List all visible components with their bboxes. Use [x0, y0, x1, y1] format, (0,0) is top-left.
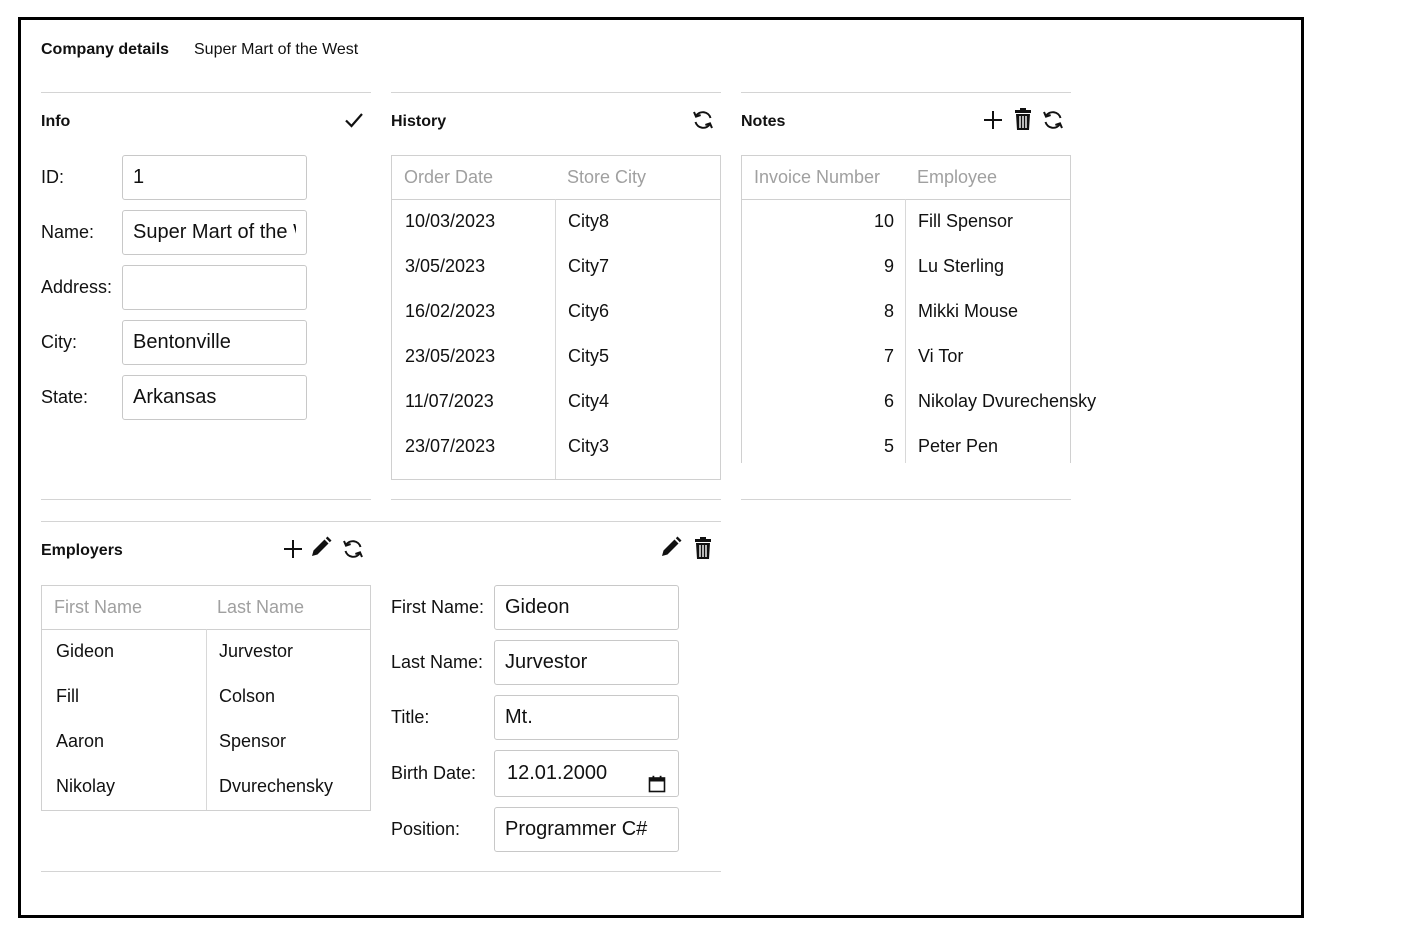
notes-employee: Nikolay Dvurechensky	[918, 391, 1097, 411]
pencil-icon[interactable]	[309, 535, 333, 559]
employer-last-name: Dvurechensky	[219, 776, 334, 796]
refresh-icon[interactable]	[1041, 108, 1065, 132]
first-name-label: First Name:	[391, 597, 485, 617]
name-input[interactable]	[122, 210, 307, 255]
employer-first-name: Fill	[56, 686, 79, 706]
position-input[interactable]	[494, 807, 679, 852]
address-label: Address:	[41, 277, 113, 297]
table-row[interactable]	[742, 244, 1070, 289]
history-top-rule	[391, 92, 721, 93]
notes-invoice-number: 9	[883, 256, 894, 276]
history-grid	[391, 155, 721, 480]
history-store-city: City8	[568, 211, 610, 231]
employers-top-rule	[41, 521, 721, 522]
pencil-icon[interactable]	[659, 535, 683, 559]
first-name-input[interactable]	[494, 585, 679, 630]
notes-grid-header	[742, 156, 1070, 200]
position-label: Position:	[391, 819, 461, 839]
history-bottom-rule	[391, 499, 721, 500]
notes-employee: Peter Pen	[918, 436, 999, 456]
table-row[interactable]	[392, 199, 720, 244]
trash-icon[interactable]	[1011, 107, 1035, 131]
table-row[interactable]	[392, 244, 720, 289]
notes-employee: Mikki Mouse	[918, 301, 1019, 321]
notes-invoice-number: 8	[883, 301, 894, 321]
table-row[interactable]	[392, 289, 720, 334]
history-col-store-city[interactable]: Store City	[567, 167, 647, 187]
history-store-city: City4	[568, 391, 610, 411]
employer-last-name: Spensor	[219, 731, 287, 751]
notes-employee: Fill Spensor	[918, 211, 1014, 231]
notes-invoice-number: 6	[883, 391, 894, 411]
employers-col-first-name[interactable]: First Name	[54, 597, 143, 617]
city-input[interactable]	[122, 320, 307, 365]
employer-last-name: Jurvestor	[219, 641, 294, 661]
notes-grid	[741, 155, 1097, 463]
table-row[interactable]	[742, 334, 1070, 379]
name-label: Name:	[41, 222, 95, 242]
title-label: Title:	[391, 707, 430, 727]
history-order-date: 3/05/2023	[405, 256, 486, 276]
state-label: State:	[41, 387, 89, 407]
info-title: Info	[41, 113, 71, 130]
notes-col-invoice-number[interactable]: Invoice Number	[754, 167, 881, 187]
employers-grid	[41, 585, 371, 811]
notes-employee: Vi Tor	[918, 346, 964, 366]
employer-first-name: Gideon	[56, 641, 115, 661]
plus-icon[interactable]	[281, 537, 305, 561]
last-name-label: Last Name:	[391, 652, 484, 672]
id-label: ID:	[41, 167, 65, 187]
notes-employee: Lu Sterling	[918, 256, 1005, 276]
notes-col-employee[interactable]: Employee	[917, 167, 998, 187]
notes-title: Notes	[741, 113, 786, 130]
history-order-date: 23/07/2023	[405, 436, 496, 456]
table-row[interactable]	[42, 629, 370, 674]
history-order-date: 16/02/2023	[405, 301, 496, 321]
city-label: City:	[41, 332, 77, 352]
notes-invoice-number: 10	[873, 211, 894, 231]
notes-invoice-number: 7	[883, 346, 894, 366]
title-input[interactable]	[494, 695, 679, 740]
table-row[interactable]	[42, 719, 370, 764]
history-store-city: City3	[568, 436, 610, 456]
history-title: History	[391, 113, 447, 130]
history-order-date: 11/07/2023	[405, 391, 494, 411]
employers-col-last-name[interactable]: Last Name	[217, 597, 305, 617]
calendar-icon[interactable]	[648, 765, 666, 783]
refresh-icon[interactable]	[691, 108, 715, 132]
check-icon[interactable]	[342, 108, 366, 132]
birth-date-input[interactable]	[494, 750, 679, 797]
table-row[interactable]	[42, 674, 370, 719]
history-grid-header	[392, 156, 720, 200]
table-row[interactable]	[392, 424, 720, 469]
table-row[interactable]	[742, 424, 1070, 469]
refresh-icon[interactable]	[341, 537, 365, 561]
history-col-order-date[interactable]: Order Date	[404, 167, 494, 187]
employer-first-name: Nikolay	[56, 776, 116, 796]
birth-date-label: Birth Date:	[391, 763, 477, 783]
table-row[interactable]	[742, 379, 1097, 424]
table-row[interactable]	[742, 289, 1070, 334]
birth-date-value: 12.01.2000	[507, 762, 608, 784]
employers-title: Employers	[41, 542, 123, 559]
employers-bottom-rule	[41, 871, 721, 872]
employer-last-name: Colson	[219, 686, 276, 706]
employer-first-name: Aaron	[56, 731, 105, 751]
notes-bottom-rule	[741, 499, 1071, 500]
table-row[interactable]	[42, 764, 370, 809]
trash-icon[interactable]	[691, 536, 715, 560]
history-order-date: 10/03/2023	[405, 211, 496, 231]
company-name-header: Super Mart of the West	[194, 41, 359, 58]
address-input[interactable]	[122, 265, 307, 310]
history-store-city: City7	[568, 256, 610, 276]
company-details-label: Company details	[41, 41, 170, 58]
history-store-city: City6	[568, 301, 610, 321]
id-input[interactable]	[122, 155, 307, 200]
employers-grid-header	[42, 586, 370, 630]
notes-top-rule	[741, 92, 1071, 93]
plus-icon[interactable]	[981, 108, 1005, 132]
table-row[interactable]	[392, 334, 720, 379]
notes-invoice-number: 5	[883, 436, 894, 456]
history-store-city: City5	[568, 346, 610, 366]
history-order-date: 23/05/2023	[405, 346, 496, 366]
last-name-input[interactable]	[494, 640, 679, 685]
info-top-rule	[41, 92, 371, 93]
table-row[interactable]	[392, 379, 720, 424]
state-input[interactable]	[122, 375, 307, 420]
info-bottom-rule	[41, 499, 371, 500]
table-row[interactable]	[742, 199, 1070, 244]
